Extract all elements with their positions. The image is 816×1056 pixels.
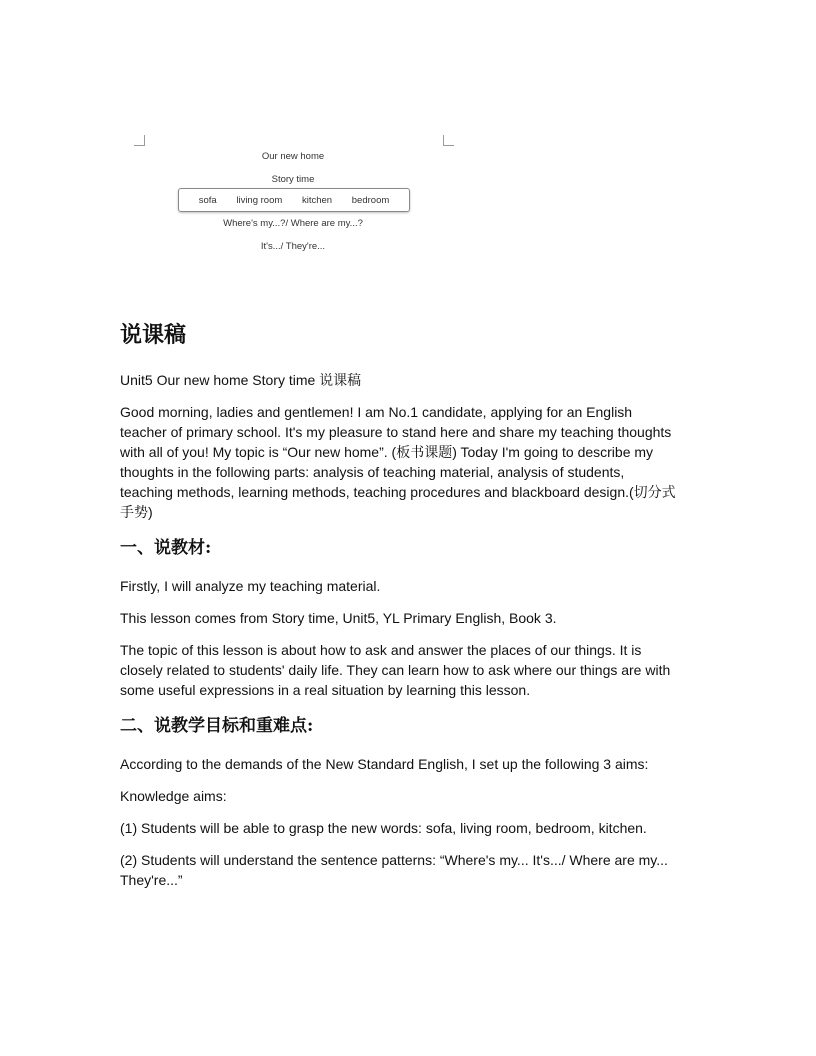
document-subtitle: Unit5 Our new home Story time 说课稿 xyxy=(120,372,362,388)
board-question-pattern: Where's my...?/ Where are my...? xyxy=(223,218,363,229)
paragraph: Knowledge aims: xyxy=(120,788,227,804)
paragraph: This lesson comes from Story time, Unit5, YL Primary English, Book 3. xyxy=(120,610,557,626)
crop-mark-left xyxy=(134,135,145,146)
document-body xyxy=(120,318,680,902)
crop-mark-right xyxy=(443,135,454,146)
board-subtitle: Story time xyxy=(271,174,315,185)
board-word: sofa xyxy=(198,194,217,206)
board-word-box xyxy=(178,188,410,212)
paragraph: Firstly, I will analyze my teaching material. xyxy=(120,578,381,594)
board-title: Our new home xyxy=(261,151,325,162)
intro-paragraph: Good morning, ladies and gentlemen! I am No.1 candidate, applying for an English teacher of primary school. It's my pleasure to stand here and share my teaching thoughts with all of you! My topic is “Our new home”. (板书课题) Today I'm going to describe my thoughts in the following parts: analysis of teaching material, analysis of students, teaching methods, learning methods, teaching procedures and blackboard design.(切分式手势) xyxy=(120,404,676,520)
board-word: living room xyxy=(236,194,283,206)
document-title: 说课稿 xyxy=(120,322,187,348)
paragraph: According to the demands of the New Standard English, I set up the following 3 aims: xyxy=(120,756,649,772)
blackboard-design-figure xyxy=(130,135,456,260)
paragraph: The topic of this lesson is about how to ask and answer the places of our things. It is closely related to students' daily life. They can learn how to ask where our things are with some useful expressions in a real situation by learning this lesson. xyxy=(120,642,671,698)
paragraph: (2) Students will understand the sentence patterns: “Where's my... It's.../ Where are my... They're...” xyxy=(120,852,668,888)
board-word: bedroom xyxy=(351,194,390,206)
section-heading-aims: 二、说教学目标和重难点: xyxy=(120,716,314,736)
section-heading-materials: 一、说教材: xyxy=(120,538,212,558)
board-answer-pattern: It's.../ They're... xyxy=(260,241,326,252)
paragraph: (1) Students will be able to grasp the new words: sofa, living room, bedroom, kitchen. xyxy=(120,820,647,836)
board-word: kitchen xyxy=(301,194,333,206)
